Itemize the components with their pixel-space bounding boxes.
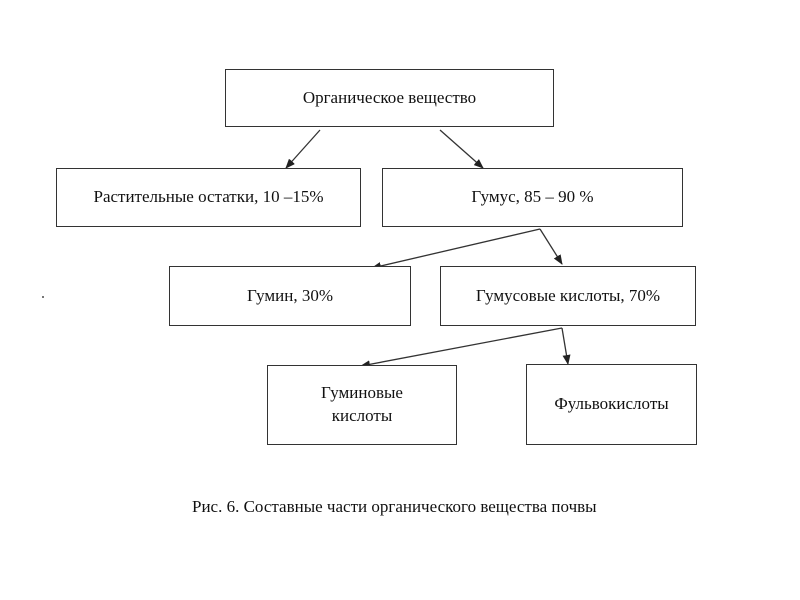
node-fulvic-acids-label: Фульвокислоты <box>554 394 669 414</box>
arrow-humic-substances-to-humic-acids <box>361 328 562 366</box>
node-humin-label: Гумин, 30% <box>246 285 334 305</box>
arrow-humic-substances-to-fulvic-acids <box>562 328 568 364</box>
node-humic-substances-label: Гумусовые кислоты, 70% <box>475 285 661 305</box>
arrow-organic-to-plant-residues <box>286 130 320 168</box>
node-humus <box>382 168 683 227</box>
arrow-humus-to-humic-substances <box>540 229 562 264</box>
node-humic-acids-label-line2: кислоты <box>331 406 393 425</box>
arrow-organic-to-humus <box>440 130 483 168</box>
node-plant-residues-label: Растительные остатки, 10 –15% <box>93 187 324 207</box>
node-humic-acids-label-line1: Гуминовые <box>321 383 403 403</box>
node-humus-label: Гумус, 85 – 90 % <box>471 187 594 207</box>
node-fulvic-acids <box>526 364 697 445</box>
stray-dot <box>42 296 44 298</box>
node-humic-acids <box>267 365 457 445</box>
node-humin <box>169 266 411 326</box>
figure-caption: Рис. 6. Составные части органического вещества почвы <box>192 497 597 516</box>
node-organic-matter <box>225 69 554 127</box>
arrow-humus-to-humin <box>372 229 540 268</box>
node-humic-substances <box>440 266 696 326</box>
node-organic-matter-label: Органическое вещество <box>302 87 477 107</box>
node-plant-residues <box>56 168 361 227</box>
